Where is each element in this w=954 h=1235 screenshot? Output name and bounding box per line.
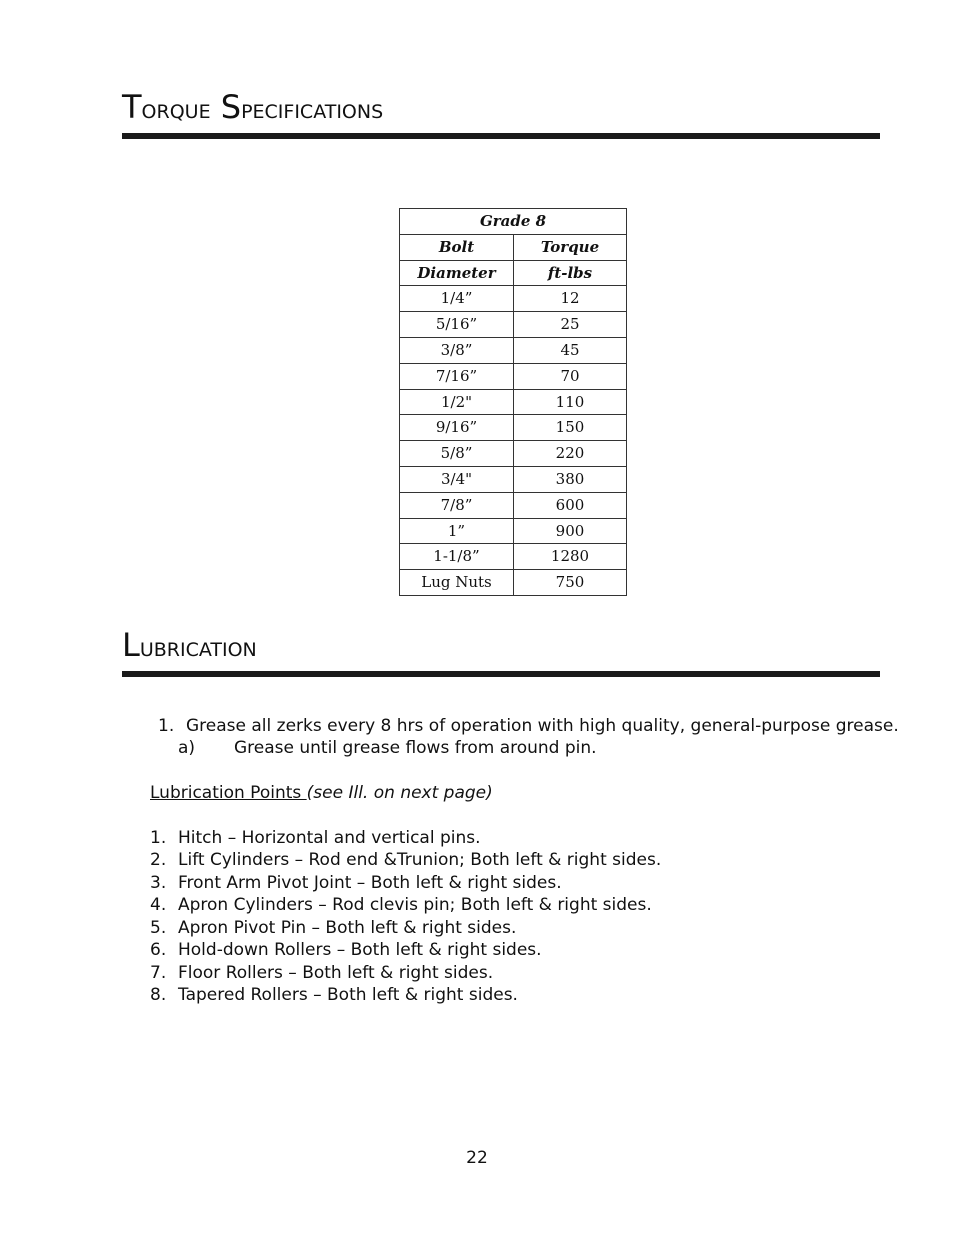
list-item: Front Arm Pivot Joint – Both left & right sides. <box>178 873 562 893</box>
list-number: 8. <box>150 985 167 1005</box>
column-subheader-units: ft-lbs <box>514 260 627 286</box>
heading-word: pecifications <box>241 94 384 125</box>
table-row <box>400 363 627 389</box>
list-number: 2. <box>150 850 167 870</box>
bolt-diameter-cell: 9/16” <box>400 415 514 441</box>
table-row <box>400 337 627 363</box>
list-item: Floor Rollers – Both left & right sides. <box>178 963 494 983</box>
torque-value-cell: 25 <box>514 312 627 338</box>
sub-item-text: Grease until grease flows from around pin. <box>234 738 597 758</box>
torque-table <box>399 208 627 596</box>
points-note: (see Ill. on next page) <box>306 783 493 803</box>
torque-value-cell: 1280 <box>514 544 627 570</box>
torque-value-cell: 12 <box>514 286 627 312</box>
torque-value-cell: 220 <box>514 441 627 467</box>
list-item: Hold-down Rollers – Both left & right sides. <box>178 940 542 960</box>
heading-word: orque <box>141 94 211 125</box>
torque-value-cell: 750 <box>514 570 627 596</box>
table-row <box>400 415 627 441</box>
table-row <box>400 518 627 544</box>
heading-word: ubrication <box>139 632 257 663</box>
bolt-diameter-cell: 7/16” <box>400 363 514 389</box>
column-header-bolt: Bolt <box>400 234 514 260</box>
bolt-diameter-cell: 1/4” <box>400 286 514 312</box>
torque-value-cell: 900 <box>514 518 627 544</box>
bolt-diameter-cell: 1-1/8” <box>400 544 514 570</box>
torque-value-cell: 380 <box>514 466 627 492</box>
heading-initial: T <box>122 88 142 126</box>
bolt-diameter-cell: 1/2" <box>400 389 514 415</box>
table-row <box>400 466 627 492</box>
bolt-diameter-cell: 7/8” <box>400 492 514 518</box>
table-row <box>400 441 627 467</box>
lubrication-points-label <box>150 783 493 803</box>
list-number: 4. <box>150 895 167 915</box>
torque-value-cell: 600 <box>514 492 627 518</box>
list-number: 3. <box>150 873 167 893</box>
list-item: Lift Cylinders – Rod end &Trunion; Both left & right sides. <box>178 850 662 870</box>
torque-value-cell: 150 <box>514 415 627 441</box>
list-item: Tapered Rollers – Both left & right sides. <box>178 985 518 1005</box>
bolt-diameter-cell: 1” <box>400 518 514 544</box>
list-number: 7. <box>150 963 167 983</box>
torque-value-cell: 45 <box>514 337 627 363</box>
table-row <box>400 544 627 570</box>
heading-initial: L <box>122 626 140 664</box>
bolt-diameter-cell: 5/16” <box>400 312 514 338</box>
table-row <box>400 312 627 338</box>
list-item: Apron Pivot Pin – Both left & right sides. <box>178 918 517 938</box>
list-item: Hitch – Horizontal and vertical pins. <box>178 828 481 848</box>
sub-item-label: a) <box>178 738 196 758</box>
page-number: 22 <box>466 1148 488 1168</box>
bolt-diameter-cell: 5/8” <box>400 441 514 467</box>
table-row <box>400 492 627 518</box>
torque-value-cell: 110 <box>514 389 627 415</box>
table-row <box>400 286 627 312</box>
heading-initial: S <box>220 88 242 126</box>
list-number: 6. <box>150 940 167 960</box>
points-title: Lubrication Points <box>150 783 307 803</box>
torque-value-cell: 70 <box>514 363 627 389</box>
instruction-number: 1. <box>158 716 175 736</box>
list-item: Apron Cylinders – Rod clevis pin; Both left & right sides. <box>178 895 652 915</box>
bolt-diameter-cell: Lug Nuts <box>400 570 514 596</box>
column-header-torque: Torque <box>514 234 627 260</box>
bolt-diameter-cell: 3/8” <box>400 337 514 363</box>
torque-heading <box>122 88 383 126</box>
list-number: 1. <box>150 828 167 848</box>
table-title: Grade 8 <box>400 209 627 235</box>
table-row <box>400 389 627 415</box>
section-rule <box>122 671 880 677</box>
lubrication-heading <box>122 626 257 664</box>
column-subheader-diameter: Diameter <box>400 260 514 286</box>
instruction-text: Grease all zerks every 8 hrs of operation with high quality, general-purpose grease. <box>186 716 899 736</box>
bolt-diameter-cell: 3/4" <box>400 466 514 492</box>
list-number: 5. <box>150 918 167 938</box>
section-rule <box>122 133 880 139</box>
table-row <box>400 570 627 596</box>
